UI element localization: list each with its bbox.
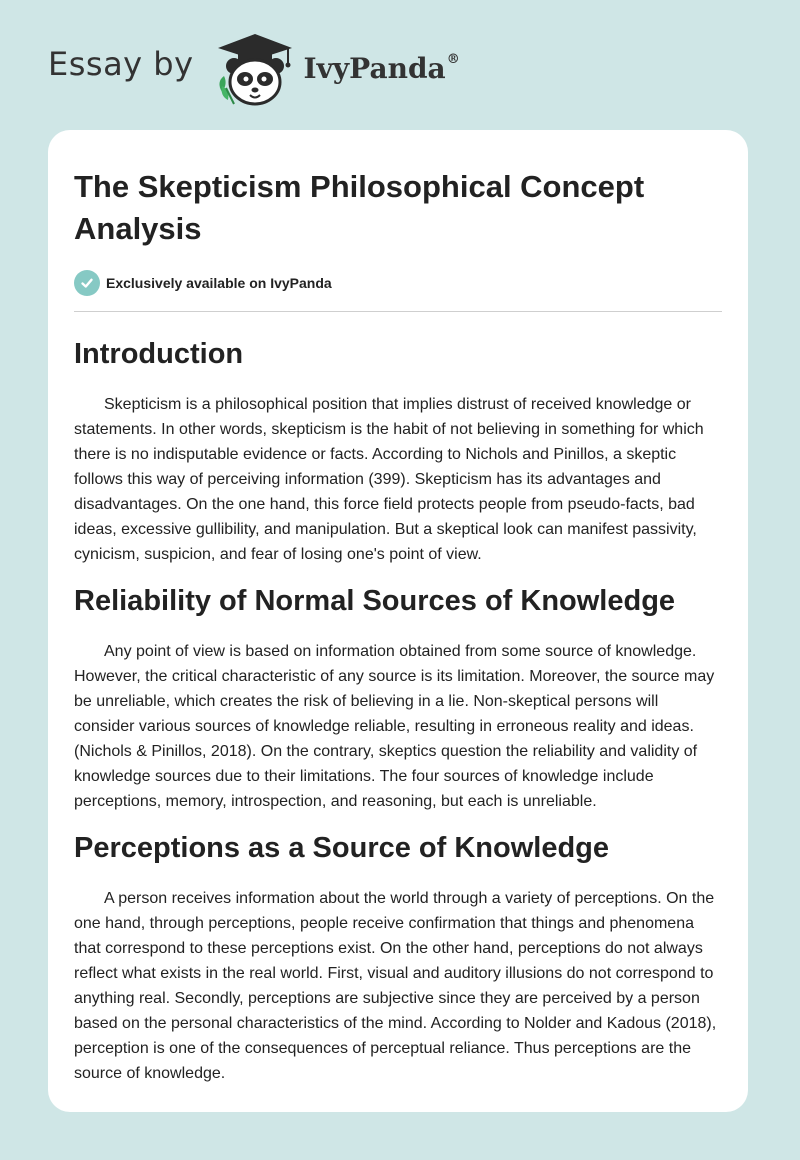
- section-heading: Reliability of Normal Sources of Knowledge: [74, 585, 676, 617]
- registered-mark: ®: [446, 52, 460, 68]
- divider: [74, 311, 722, 312]
- page-title: The Skepticism Philosophical Concept Analysis: [74, 169, 645, 246]
- section-paragraph: Skepticism is a philosophical position that implies distrust of received knowledge or statements. In other words, skepticism is the habit of not believing in something for which there is no indisputable evidence or facts. According to Nichols and Pinillos, a skeptic follows this way of perceiving information (399). Skepticism has its advantages and disadvantages. On the one hand, this force field protects people from pseudo-facts, bad ideas, excessive gullibility, and manipulation. But a skeptical look can manifest passivity, cynicism, suspicion, and fear of losing one's point of view.: [74, 396, 704, 563]
- brand-prefix: Essay by: [48, 45, 194, 83]
- brand-logo[interactable]: [48, 30, 460, 110]
- essay-card: [48, 130, 748, 1112]
- brand-name: IvyPanda®: [303, 51, 460, 85]
- section-reliability: [74, 583, 722, 814]
- exclusive-badge: [74, 268, 722, 298]
- section-introduction: [74, 336, 722, 567]
- section-heading: Introduction: [74, 338, 244, 370]
- section-heading: Perceptions as a Source of Knowledge: [74, 832, 610, 864]
- section-perceptions: [74, 830, 722, 1086]
- section-paragraph: A person receives information about the world through a variety of perceptions. On the one hand, through perceptions, people receive confirmation that things and phenomena that correspond to these perceptions exist. On the other hand, perceptions do not always reflect what exists in the real world. First, visual and auditory illusions do not correspond to anything real. Secondly, perceptions are subjective since they are perceived by a person based on the personal characteristics of the mind. According to Nolder and Kadous (2018), perception is one of the consequences of perceptual reliance. Thus perceptions are the source of knowledge.: [74, 890, 717, 1082]
- check-icon: [74, 270, 100, 296]
- badge-label: Exclusively available on IvyPanda: [106, 275, 332, 291]
- section-paragraph: Any point of view is based on information obtained from some source of knowledge. However, the critical characteristic of any source is its limitation. Moreover, the source may be unreliable, which creates the risk of believing in a lie. Non-skeptical persons will consider various sources of knowledge reliable, resulting in erroneous reality and ideas. (Nichols & Pinillos, 2018). On the contrary, skeptics question the reliability and validity of knowledge sources due to their limitations. The four sources of knowledge include perceptions, memory, introspection, and reasoning, but each is unreliable.: [74, 643, 715, 810]
- panda-mascot-icon: [212, 30, 298, 110]
